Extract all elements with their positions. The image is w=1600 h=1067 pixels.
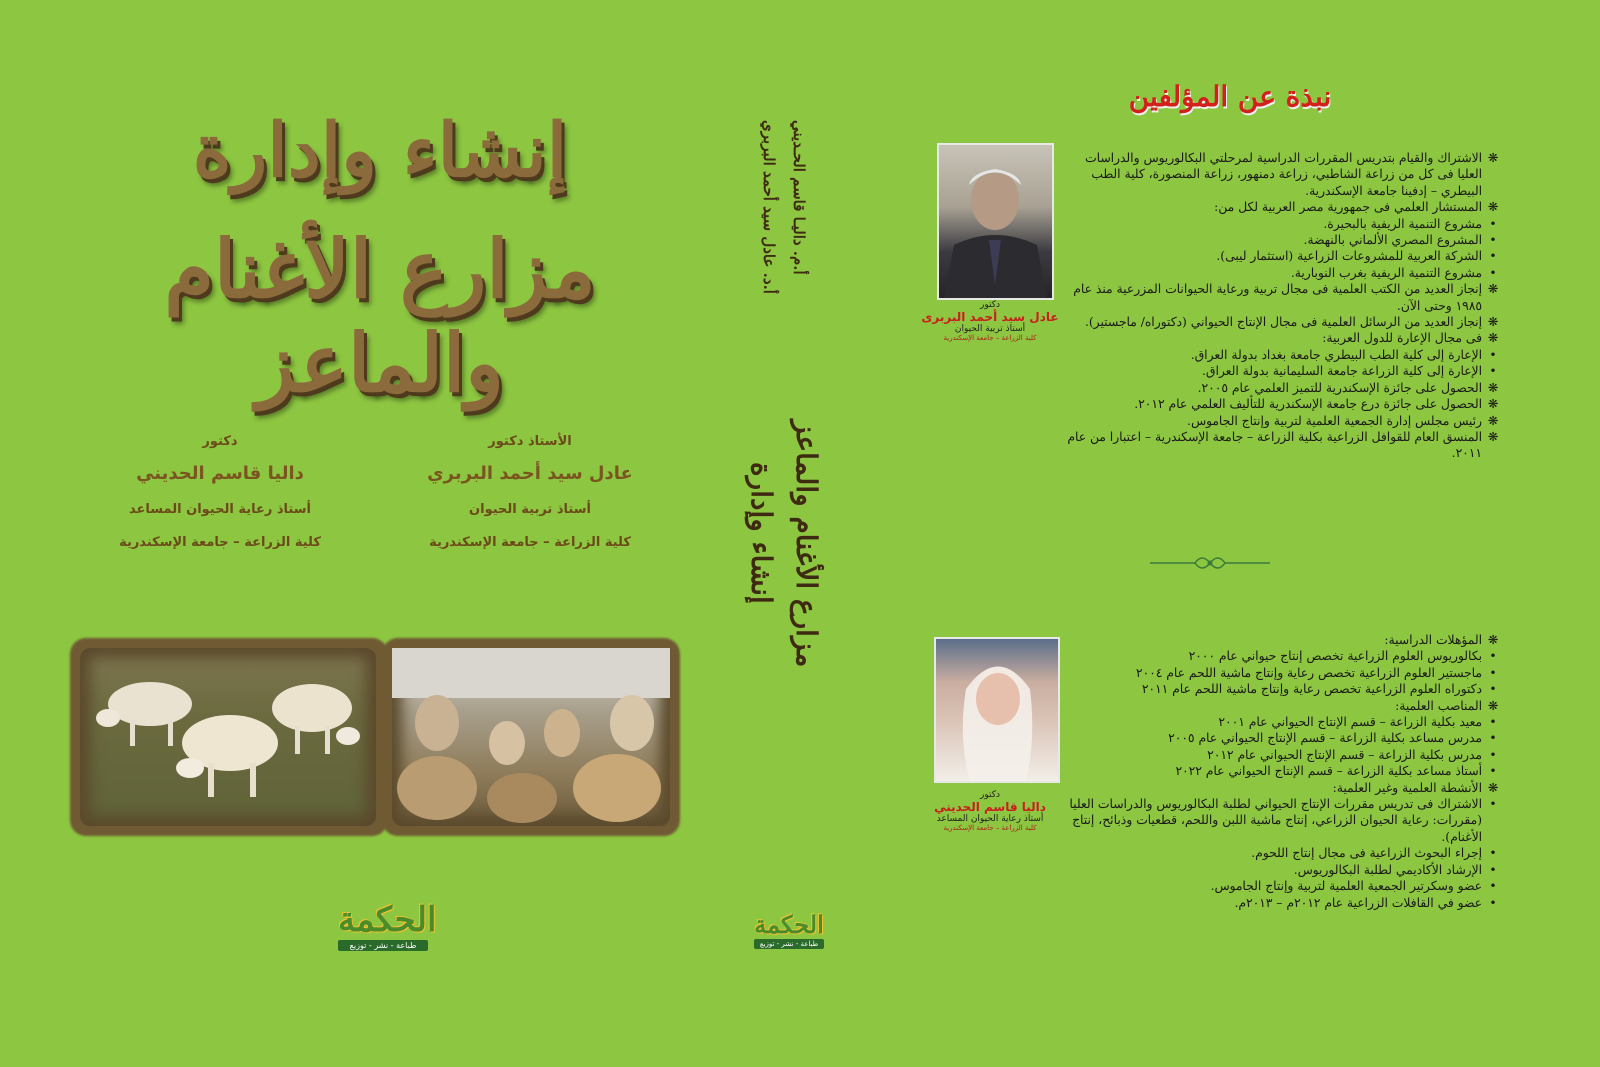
bullet-star-icon: ❋ <box>1487 397 1499 412</box>
author-1-portrait <box>937 143 1054 300</box>
goats-photo <box>392 648 670 826</box>
bio-item <box>1060 878 1500 894</box>
bullet-star-icon: ❋ <box>1487 429 1499 444</box>
bio-item-text: المناصب العلمية: <box>1395 698 1482 713</box>
spine-title-line-2: مزارع الأغنام والماعز <box>790 420 823 668</box>
bio-item-text: مشروع التنمية الريفية بغرب النوبارية. <box>1290 265 1482 280</box>
front-title-line-2: مزارع الأغنام والماعز <box>164 222 596 410</box>
bio-item <box>1060 150 1500 199</box>
author-1-bio <box>1060 150 1500 462</box>
bullet-dot-icon: • <box>1489 747 1497 762</box>
goat-head <box>610 695 654 751</box>
bio-item-text: إجراء البحوث الزراعية فى مجال إنتاج اللحوم. <box>1251 846 1482 861</box>
bullet-dot-icon: • <box>1489 764 1497 779</box>
bio-item-text: إنجاز العديد من الرسائل العلمية فى مجال الإنتاج الحيواني (دكتوراه/ ماجستير). <box>1084 315 1482 330</box>
bullet-dot-icon: • <box>1489 364 1497 379</box>
bio-item <box>1060 681 1500 697</box>
sheep-head <box>176 758 204 778</box>
bullet-star-icon: ❋ <box>1487 282 1499 297</box>
bullet-dot-icon: • <box>1489 895 1497 910</box>
bio-item <box>1060 895 1500 911</box>
bio-item-text: إنجاز العديد من الكتب العلمية فى مجال تربية ورعاية الحيوانات المزرعية منذ عام ١٩٨٥ وحتى الآن. <box>1073 282 1482 313</box>
bio-item <box>1060 648 1500 664</box>
bio-item-text: بكالوريوس العلوم الزراعية تخصص إنتاج حيواني عام ٢٠٠٠ <box>1188 649 1482 664</box>
author-2-caption: دكتور داليا قاسم الحديني أستاذ رعاية الحيوان المساعد كلية الزراعة – جامعة الإسكندرية <box>934 790 1046 832</box>
bullet-star-icon: ❋ <box>1487 200 1499 215</box>
author-rank: الأستاذ دكتور <box>488 434 572 449</box>
bio-item-text: دكتوراه العلوم الزراعية تخصص رعاية وإنتاج ماشية اللحم عام ٢٠١١ <box>1141 682 1482 697</box>
bio-item <box>1060 314 1500 330</box>
bullet-dot-icon: • <box>1489 731 1497 746</box>
goat-body <box>487 773 557 823</box>
bio-item-text: الاشتراك فى تدريس مقررات الإنتاج الحيواني لطلبة البكالوريوس والدراسات العليا (مقررات: رعاية الحيوان الزراعي، إنتاج ماشية اللبن واللحم، قطعيات وذبائح، إنتاج الأغنام). <box>1069 797 1482 844</box>
bullet-dot-icon: • <box>1489 862 1497 877</box>
bullet-dot-icon: • <box>1489 665 1497 680</box>
goat-body <box>573 754 661 822</box>
bio-item-text: الإرشاد الأكاديمي لطلبة البكالوريوس. <box>1293 862 1482 877</box>
author-name: داليا قاسم الحديني <box>136 463 304 484</box>
bio-item <box>1060 780 1500 796</box>
bio-item <box>1060 216 1500 232</box>
bio-item <box>1060 199 1500 215</box>
bio-item-text: مدرس بكلية الزراعة – قسم الإنتاج الحيواني عام ٢٠١٢ <box>1207 747 1482 762</box>
bullet-star-icon: ❋ <box>1487 633 1499 647</box>
bio-item <box>1060 714 1500 730</box>
goats-illustration <box>392 648 670 826</box>
bio-list <box>1060 632 1500 911</box>
sheep-head <box>96 709 120 727</box>
bio-item <box>1060 265 1500 281</box>
bio-item <box>1060 796 1500 845</box>
bio-item <box>1060 698 1500 714</box>
bio-item-text: الاشتراك والقيام بتدريس المقررات الدراسية لمرحلتي البكالوريوس والدراسات العليا فى كل من زراعة الشاطبي، زراعة دمنهور، زراعة المنصورة، كلية الطب البيطري – إدفينا جامعة الإسكندرية. <box>1085 151 1482 198</box>
spine-title-line-1: إنشاء وإدارة <box>745 462 778 604</box>
goat-head <box>489 721 525 765</box>
portrait-illustration <box>936 639 1058 781</box>
bullet-dot-icon: • <box>1489 682 1497 697</box>
bio-item-text: معيد بكلية الزراعة – قسم الإنتاج الحيواني عام ٢٠٠١ <box>1218 715 1482 730</box>
bio-item <box>1060 248 1500 264</box>
bullet-dot-icon: • <box>1489 216 1497 231</box>
bullet-dot-icon: • <box>1489 233 1497 248</box>
spine-author-1: أ.د. عادل سيد أحمد البربري <box>760 120 778 294</box>
author-faculty: كلية الزراعة – جامعة الإسكندرية <box>119 535 321 550</box>
bio-item-text: عضو وسكرتير الجمعية العلمية لتربية وإنتاج الجاموس. <box>1210 879 1482 894</box>
bullet-dot-icon: • <box>1489 846 1497 861</box>
author-name: عادل سيد أحمد البربري <box>427 463 633 484</box>
bio-item-text: المشروع المصري الألماني بالنهضة. <box>1303 233 1482 248</box>
bullet-dot-icon: • <box>1489 347 1497 362</box>
bullet-star-icon: ❋ <box>1487 151 1499 165</box>
bio-item <box>1060 330 1500 346</box>
author-dept: أستاذ تربية الحيوان <box>469 502 591 517</box>
bullet-star-icon: ❋ <box>1487 315 1499 330</box>
front-author-left <box>90 434 350 550</box>
bio-item-text: مشروع التنمية الريفية بالبحيرة. <box>1323 216 1482 231</box>
bio-item-text: الأنشطة العلمية وغير العلمية: <box>1332 780 1482 795</box>
bio-item <box>1060 730 1500 746</box>
bio-item <box>1060 232 1500 248</box>
bio-item <box>1060 747 1500 763</box>
bullet-star-icon: ❋ <box>1487 413 1499 428</box>
bio-item-text: فى مجال الإعارة للدول العربية: <box>1322 331 1482 346</box>
bio-item-text: الشركة العربية للمشروعات الزراعية (استثمار ليبى). <box>1216 249 1482 264</box>
bio-item <box>1060 862 1500 878</box>
bio-list <box>1060 150 1500 462</box>
author-rank: دكتور <box>202 434 238 449</box>
divider-ornament <box>1150 553 1270 573</box>
bio-item-text: ماجستير العلوم الزراعية تخصص رعاية وإنتاج ماشية اللحم عام ٢٠٠٤ <box>1135 665 1482 680</box>
sheep-head <box>336 727 360 745</box>
bullet-dot-icon: • <box>1489 249 1497 264</box>
bio-item-text: الحصول على جائزة الإسكندرية للتميز العلمي عام ٢٠٠٥. <box>1197 380 1482 395</box>
bio-item-text: الإعارة إلى كلية الزراعة جامعة السليمانية بدولة العراق. <box>1202 364 1482 379</box>
goat-body <box>397 756 477 820</box>
bio-item <box>1060 763 1500 779</box>
bullet-dot-icon: • <box>1489 715 1497 730</box>
bullet-dot-icon: • <box>1489 649 1497 664</box>
bio-item <box>1060 380 1500 396</box>
bio-item <box>1060 396 1500 412</box>
sheep-body <box>272 684 352 732</box>
bio-item <box>1060 281 1500 314</box>
bio-item-text: رئيس مجلس إدارة الجمعية العلمية لتربية وإنتاج الجاموس. <box>1187 413 1482 428</box>
bio-item <box>1060 413 1500 429</box>
publisher-logo-front: الحكمة طباعة - نشر - توزيع <box>338 900 437 950</box>
sheep-photo <box>80 648 376 826</box>
bullet-dot-icon: • <box>1489 265 1497 280</box>
bio-item <box>1060 632 1500 648</box>
bio-item-text: المنسق العام للقوافل الزراعية بكلية الزراعة – جامعة الإسكندرية – اعتبارا من عام ٢٠١١. <box>1067 429 1482 461</box>
sheep-illustration <box>80 648 376 826</box>
front-author-right <box>400 434 660 550</box>
author-dept: أستاذ رعاية الحيوان المساعد <box>129 502 311 517</box>
bio-item <box>1060 429 1500 462</box>
portrait-illustration <box>939 145 1052 298</box>
publisher-logo-spine: الحكمة طباعة - نشر - توزيع <box>754 910 824 948</box>
bio-item-text: مدرس مساعد بكلية الزراعة – قسم الإنتاج الحيواني عام ٢٠٠٥ <box>1168 731 1482 746</box>
spine-author-2: أ.م. داليـا قاسم الحـديني <box>790 120 808 275</box>
bio-item-text: أستاذ مساعد بكلية الزراعة – قسم الإنتاج الحيواني عام ٢٠٢٢ <box>1175 764 1482 779</box>
bio-item-text: الحصول على جائزة درع جامعة الإسكندرية للتأليف العلمي عام ٢٠١٢. <box>1134 397 1482 412</box>
bio-item <box>1060 363 1500 379</box>
bio-item-text: عضو في القافلات الزراعية عام ٢٠١٢م – ٢٠١٣م. <box>1234 895 1482 910</box>
bullet-star-icon: ❋ <box>1487 780 1499 795</box>
bio-item-text: الإعارة إلى كلية الطب البيطري جامعة بغداد بدولة العراق. <box>1190 347 1482 362</box>
front-title-line-1: إنشاء وإدارة <box>192 108 568 194</box>
bio-item <box>1060 665 1500 681</box>
sheep-body <box>108 682 192 726</box>
bio-item-text: المؤهلات الدراسية: <box>1384 633 1482 647</box>
bullet-star-icon: ❋ <box>1487 331 1499 346</box>
bullet-dot-icon: • <box>1489 879 1497 894</box>
bio-item <box>1060 347 1500 363</box>
back-heading: نبذة عن المؤلفين <box>1128 80 1332 113</box>
goat-head <box>544 709 580 757</box>
bullet-star-icon: ❋ <box>1487 698 1499 713</box>
bio-item-text: المستشار العلمي فى جمهورية مصر العربية لكل من: <box>1214 200 1482 215</box>
author-1-caption: دكتور عادل سيد أحمد البربرى أستاذ تربية الحيوان كلية الزراعة – جامعة الإسكندرية <box>921 300 1059 342</box>
bullet-star-icon: ❋ <box>1487 380 1499 395</box>
goat-head <box>415 695 459 751</box>
author-2-portrait <box>934 637 1060 783</box>
author-2-bio <box>1060 632 1500 911</box>
bio-item <box>1060 845 1500 861</box>
author-faculty: كلية الزراعة – جامعة الإسكندرية <box>429 535 631 550</box>
bullet-dot-icon: • <box>1489 797 1497 812</box>
